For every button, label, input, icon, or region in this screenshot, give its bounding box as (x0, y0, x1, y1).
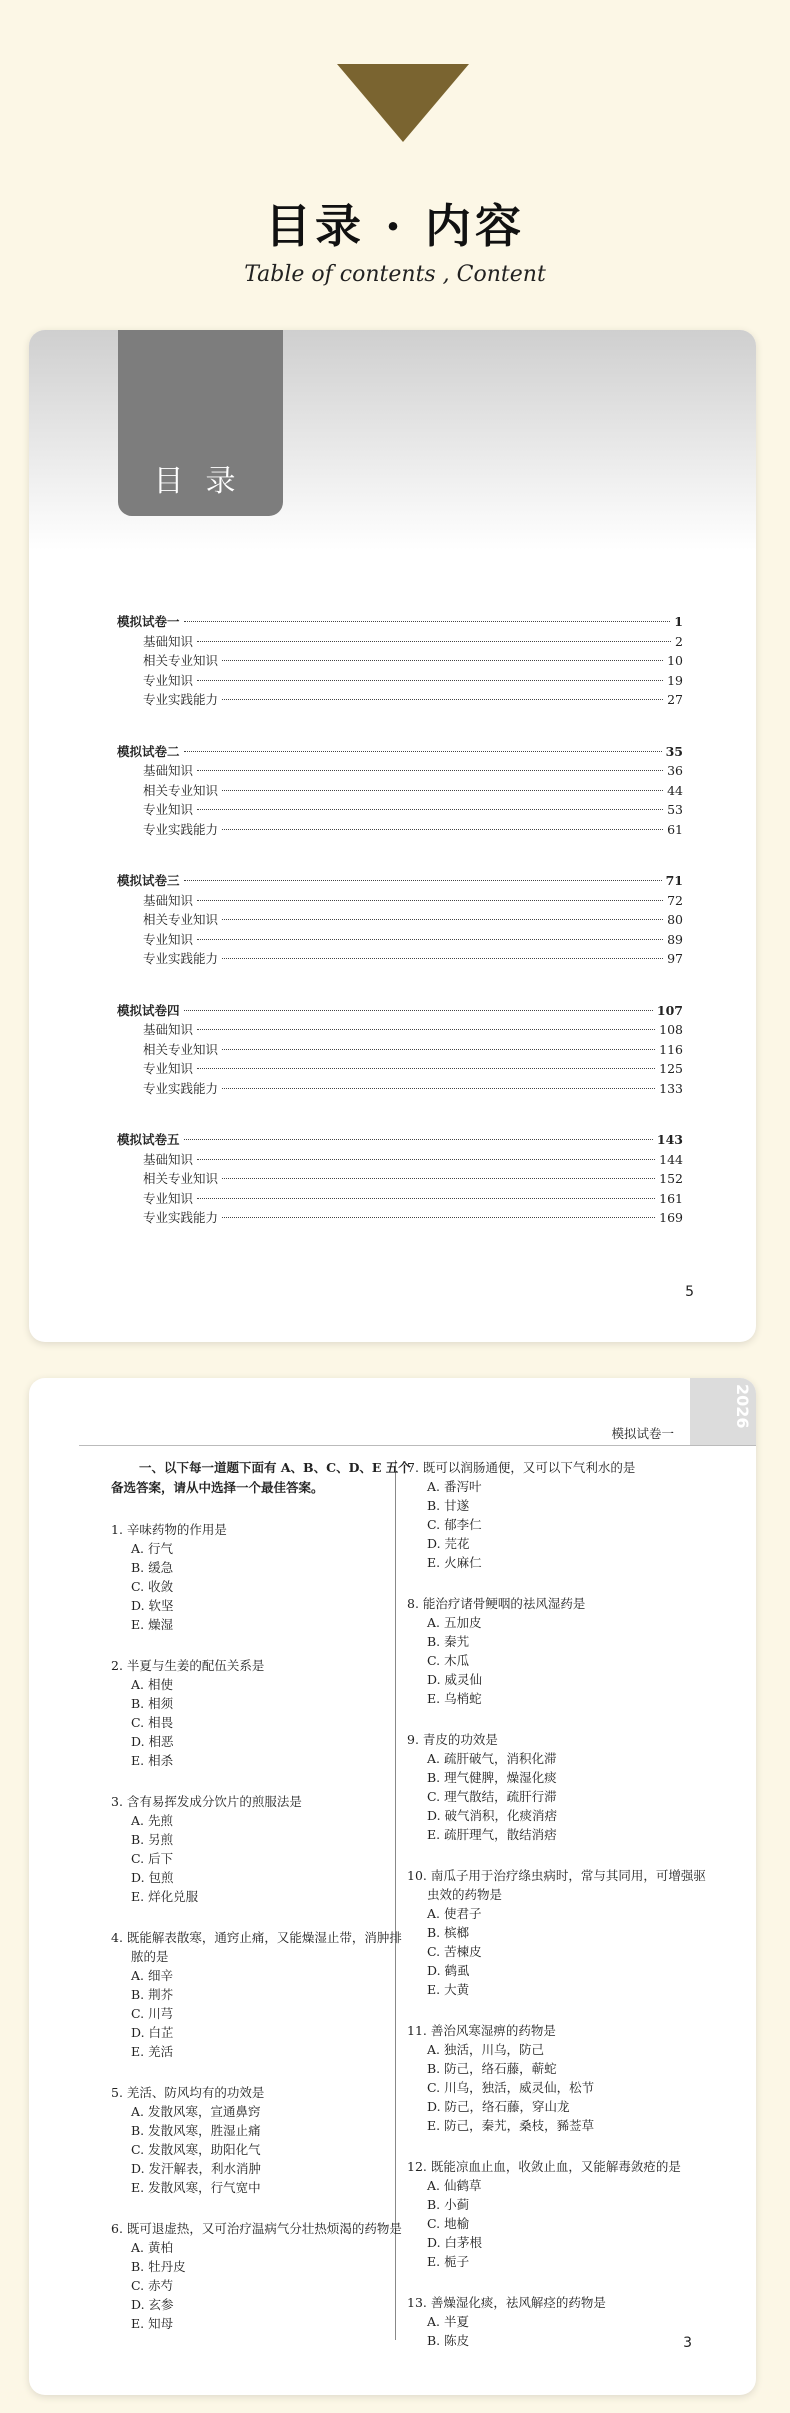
toc-entry-title: 相关专业知识 (143, 912, 219, 927)
answer-option: A. 独活，川乌，防己 (427, 2042, 544, 2057)
toc-leader-dots (222, 919, 663, 920)
toc-entry-title: 模拟试卷四 (117, 1002, 180, 1018)
answer-option: D. 芫花 (427, 1536, 470, 1551)
answer-option: E. 火麻仁 (427, 1555, 482, 1570)
toc-entry-sub (117, 820, 683, 840)
toc-leader-dots (184, 751, 662, 752)
question-stem: 12. 既能凉血止血，收敛止血，又能解毒敛疮的是 (407, 2159, 681, 2174)
toc-leader-dots (222, 1088, 655, 1089)
toc-entry-page: 125 (659, 1061, 683, 1076)
question-stem: 3. 含有易挥发成分饮片的煎服法是 (111, 1794, 302, 1809)
toc-entry-title: 专业实践能力 (143, 692, 219, 707)
toc-leader-dots (184, 880, 662, 881)
toc-leader-dots (222, 790, 663, 791)
answer-option: D. 包煎 (131, 1870, 174, 1885)
toc-entry-sub (117, 1079, 683, 1099)
toc-leader-dots (197, 1159, 655, 1160)
toc-leader-dots (197, 1068, 655, 1069)
answer-option: B. 牡丹皮 (131, 2259, 186, 2274)
toc-entry-title: 相关专业知识 (143, 1171, 219, 1186)
toc-entry-page: 71 (665, 873, 683, 888)
question (407, 1866, 707, 1999)
toc-entry-title: 专业实践能力 (143, 951, 219, 966)
toc-entry-sub (117, 632, 683, 652)
question-stem: 7. 既可以润肠通便，又可以下气利水的是 (407, 1460, 636, 1475)
question (407, 2021, 707, 2135)
answer-option: C. 郁李仁 (427, 1517, 482, 1532)
answer-option: E. 相杀 (131, 1753, 174, 1768)
answer-option: E. 知母 (131, 2316, 174, 2331)
toc-leader-dots (197, 809, 663, 810)
toc-entry-sub (117, 1040, 683, 1060)
exam-card (29, 1378, 756, 2395)
toc-entry-sub (117, 1208, 683, 1228)
toc-leader-dots (197, 900, 663, 901)
toc-leader-dots (197, 939, 663, 940)
toc-entry-title: 相关专业知识 (143, 1041, 219, 1057)
page-subtitle: Table of contents , Content (244, 262, 546, 287)
question (407, 1458, 707, 1572)
answer-option: B. 甘遂 (427, 1498, 470, 1513)
toc-list (117, 612, 683, 1260)
answer-option: C. 川芎 (131, 2006, 174, 2021)
page-number: 5 (685, 1284, 694, 1300)
question-stem: 4. 既能解表散寒，通窍止痛，又能燥湿止带，消肿排脓的是 (111, 1930, 402, 1964)
toc-entry-sub (117, 1020, 683, 1040)
answer-option: D. 鹤虱 (427, 1963, 470, 1978)
toc-entry-title: 基础知识 (143, 633, 194, 649)
answer-option: D. 软坚 (131, 1598, 174, 1613)
answer-option: C. 苦楝皮 (427, 1944, 482, 1959)
toc-entry-title: 专业知识 (143, 802, 194, 817)
toc-entry-page: 44 (667, 782, 683, 798)
toc-leader-dots (222, 1178, 655, 1179)
toc-leader-dots (222, 1049, 655, 1050)
toc-entry-title: 专业实践能力 (143, 821, 219, 837)
answer-option: E. 大黄 (427, 1982, 470, 1997)
question (111, 1792, 411, 1906)
answer-option: D. 白茅根 (427, 2235, 483, 2250)
answer-option: D. 相恶 (131, 1734, 174, 1749)
toc-entry-title: 专业知识 (143, 1061, 194, 1076)
answer-option: C. 收敛 (131, 1579, 174, 1594)
answer-option: D. 玄参 (131, 2297, 174, 2312)
toc-group (117, 871, 683, 969)
answer-option: A. 半夏 (427, 2314, 469, 2329)
toc-leader-dots (222, 958, 663, 959)
toc-entry-page: 144 (659, 1151, 683, 1167)
answer-option: C. 赤芍 (131, 2278, 174, 2293)
page-title: 目录 · 内容 (264, 199, 526, 253)
year-tab-label: 2026 (733, 1384, 752, 1429)
answer-option: D. 白芷 (131, 2025, 174, 2040)
answer-option: A. 番泻叶 (427, 1479, 482, 1494)
toc-entry-page: 36 (667, 763, 683, 778)
answer-option: A. 先煎 (131, 1813, 173, 1828)
question-stem: 9. 青皮的功效是 (407, 1732, 498, 1747)
toc-leader-dots (184, 1139, 653, 1140)
exam-header-label: 模拟试卷一 (611, 1426, 674, 1441)
toc-entry-page: 1 (674, 614, 683, 629)
question (407, 2157, 707, 2271)
toc-group (117, 1130, 683, 1228)
answer-option: B. 另煎 (131, 1832, 174, 1847)
answer-option: E. 栀子 (427, 2254, 470, 2269)
toc-entry-page: 19 (667, 672, 683, 688)
answer-option: E. 乌梢蛇 (427, 1691, 482, 1706)
toc-entry-page: 10 (667, 653, 683, 668)
toc-entry-title: 基础知识 (143, 1151, 194, 1167)
toc-entry-page: 143 (656, 1132, 683, 1147)
question (407, 1594, 707, 1708)
answer-option: C. 地榆 (427, 2216, 470, 2231)
toc-tab (118, 330, 283, 516)
answer-option: E. 防己，秦艽，桑枝，豨莶草 (427, 2118, 595, 2133)
answer-option: D. 防己，络石藤，穿山龙 (427, 2099, 570, 2114)
toc-entry-title: 模拟试卷二 (117, 743, 180, 759)
toc-entry-title: 基础知识 (143, 892, 194, 908)
toc-entry-page: 169 (659, 1210, 683, 1225)
toc-entry-title: 专业知识 (143, 931, 194, 947)
answer-option: A. 行气 (131, 1541, 173, 1556)
toc-leader-dots (184, 1010, 653, 1011)
toc-entry-main (117, 612, 683, 632)
toc-leader-dots (197, 680, 663, 681)
toc-entry-page: 107 (656, 1002, 683, 1018)
question (407, 1730, 707, 1844)
toc-entry-title: 基础知识 (143, 1022, 194, 1037)
answer-option: A. 黄柏 (131, 2240, 173, 2255)
toc-entry-title: 相关专业知识 (143, 782, 219, 798)
toc-leader-dots (197, 1029, 655, 1030)
question-stem: 2. 半夏与生姜的配伍关系是 (111, 1658, 265, 1673)
page-number: 3 (683, 2335, 692, 2351)
answer-option: A. 相使 (131, 1677, 173, 1692)
toc-entry-page: 97 (667, 951, 683, 966)
toc-entry-sub (117, 910, 683, 930)
toc-entry-title: 专业实践能力 (143, 1210, 219, 1225)
answer-option: C. 川乌，独活，威灵仙，松节 (427, 2080, 595, 2095)
toc-entry-sub (117, 949, 683, 969)
answer-option: C. 后下 (131, 1851, 174, 1866)
answer-option: C. 发散风寒，助阳化气 (131, 2142, 261, 2157)
answer-option: B. 缓急 (131, 1560, 174, 1575)
toc-entry-page: 61 (667, 821, 683, 837)
answer-option: A. 疏肝破气，消积化滞 (427, 1751, 557, 1766)
answer-option: E. 燥湿 (131, 1617, 174, 1632)
toc-entry-title: 模拟试卷三 (117, 873, 180, 888)
toc-group (117, 1001, 683, 1099)
answer-option: B. 荆芥 (131, 1987, 174, 2002)
toc-entry-sub (117, 891, 683, 911)
answer-option: E. 羌活 (131, 2044, 174, 2059)
toc-entry-sub (117, 761, 683, 781)
header-divider (79, 1445, 756, 1446)
answer-option: B. 秦艽 (427, 1634, 470, 1649)
toc-entry-page: 72 (667, 892, 683, 908)
question-stem: 5. 羌活、防风均有的功效是 (111, 2085, 265, 2100)
toc-entry-page: 108 (659, 1022, 683, 1037)
toc-entry-page: 161 (659, 1190, 683, 1206)
question (111, 2219, 411, 2333)
answer-option: B. 防己，络石藤，蕲蛇 (427, 2061, 557, 2076)
answer-option: B. 发散风寒，胜湿止痛 (131, 2123, 261, 2138)
question (111, 1520, 411, 1634)
answer-option: A. 五加皮 (427, 1615, 482, 1630)
toc-entry-title: 专业知识 (143, 1190, 194, 1206)
toc-entry-sub (117, 1059, 683, 1079)
toc-group (117, 742, 683, 840)
right-column (407, 1458, 707, 2372)
question-stem: 1. 辛味药物的作用是 (111, 1522, 227, 1537)
toc-entry-sub (117, 781, 683, 801)
answer-option: D. 发汗解表，利水消肿 (131, 2161, 262, 2176)
toc-entry-sub (117, 1150, 683, 1170)
answer-option: A. 细辛 (131, 1968, 173, 1983)
toc-entry-title: 基础知识 (143, 763, 194, 778)
toc-leader-dots (197, 641, 671, 642)
left-column (111, 1458, 411, 2355)
toc-entry-page: 89 (667, 931, 683, 947)
answer-option: B. 理气健脾，燥湿化痰 (427, 1770, 557, 1785)
answer-option: D. 威灵仙 (427, 1672, 483, 1687)
answer-option: E. 烊化兑服 (131, 1889, 199, 1904)
answer-option: A. 仙鹤草 (427, 2178, 482, 2193)
toc-leader-dots (197, 770, 663, 771)
toc-entry-page: 53 (667, 802, 683, 817)
question-stem: 11. 善治风寒湿痹的药物是 (407, 2023, 556, 2038)
question (407, 2293, 707, 2350)
section-heading: 一、以下每一道题下面有 A、B、C、D、E 五个备选答案，请从中选择一个最佳答案。 (111, 1460, 411, 1495)
toc-entry-title: 专业知识 (143, 672, 194, 688)
toc-entry-sub (117, 800, 683, 820)
question-stem: 10. 南瓜子用于治疗绦虫病时，常与其同用，可增强驱虫效的药物是 (407, 1868, 706, 1902)
question (111, 2083, 411, 2197)
question (111, 1928, 411, 2061)
answer-option: B. 相须 (131, 1696, 174, 1711)
answer-option: C. 相畏 (131, 1715, 174, 1730)
toc-tab-label: 目录 (153, 464, 258, 499)
toc-entry-sub (117, 1189, 683, 1209)
question-stem: 6. 既可退虚热，又可治疗温病气分壮热烦渴的药物是 (111, 2221, 402, 2236)
answer-option: A. 发散风寒，宣通鼻窍 (131, 2104, 261, 2119)
answer-option: D. 破气消积，化痰消痞 (427, 1808, 558, 1823)
toc-entry-main (117, 1001, 683, 1021)
answer-option: C. 理气散结，疏肝行滞 (427, 1789, 557, 1804)
answer-option: B. 小蓟 (427, 2197, 470, 2212)
toc-entry-title: 相关专业知识 (143, 653, 219, 668)
toc-entry-title: 模拟试卷一 (117, 614, 180, 629)
right-question-list (407, 1458, 707, 2350)
toc-entry-sub (117, 1169, 683, 1189)
answer-option: C. 木瓜 (427, 1653, 470, 1668)
question-stem: 8. 能治疗诸骨鲠咽的祛风湿药是 (407, 1596, 586, 1611)
answer-option: B. 槟榔 (427, 1925, 470, 1940)
answer-option: E. 发散风寒，行气宽中 (131, 2180, 261, 2195)
toc-entry-sub (117, 651, 683, 671)
toc-group (117, 612, 683, 710)
answer-option: A. 使君子 (427, 1906, 482, 1921)
toc-entry-page: 27 (667, 692, 683, 707)
toc-entry-main (117, 871, 683, 891)
question (111, 1656, 411, 1770)
answer-option: B. 陈皮 (427, 2333, 470, 2348)
toc-leader-dots (222, 1217, 655, 1218)
toc-entry-page: 152 (659, 1171, 683, 1186)
toc-leader-dots (222, 699, 663, 700)
question-stem: 13. 善燥湿化痰，祛风解痉的药物是 (407, 2295, 606, 2310)
toc-leader-dots (222, 829, 663, 830)
toc-card (29, 330, 756, 1342)
toc-entry-page: 80 (667, 912, 683, 927)
toc-entry-main (117, 742, 683, 762)
toc-entry-page: 116 (659, 1041, 683, 1057)
left-question-list (111, 1520, 411, 2333)
toc-entry-page: 35 (665, 743, 683, 759)
toc-leader-dots (197, 1198, 655, 1199)
toc-entry-page: 2 (675, 633, 683, 649)
year-tab (690, 1378, 756, 1445)
toc-entry-page: 133 (659, 1080, 683, 1096)
answer-option: E. 疏肝理气，散结消痞 (427, 1827, 557, 1842)
toc-leader-dots (184, 621, 671, 622)
decorative-triangle (337, 64, 469, 142)
toc-entry-main (117, 1130, 683, 1150)
toc-leader-dots (222, 660, 663, 661)
toc-entry-title: 专业实践能力 (143, 1080, 219, 1096)
toc-entry-sub (117, 930, 683, 950)
toc-entry-sub (117, 671, 683, 691)
toc-entry-sub (117, 690, 683, 710)
toc-entry-title: 模拟试卷五 (117, 1132, 180, 1147)
